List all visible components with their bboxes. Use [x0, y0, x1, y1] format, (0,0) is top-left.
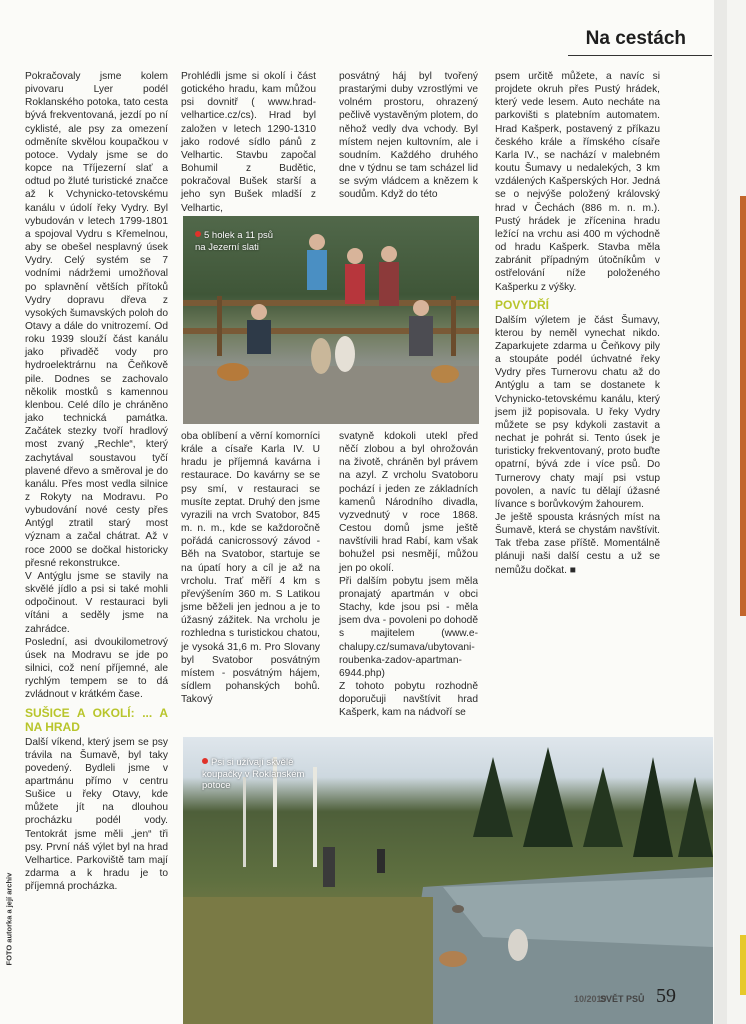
paragraph: oba oblíbení a věrní komorníci krále a císaře Karla IV. U hradu je příjemná kavárna i restaurace. Do kavárny se se psy smí, v restauraci se musíte zeptat. Druhý den jsme vyrazili na vrch Svatobor, 845 m. n. m., kde se každoročně pořádá canicrossový závod - Běh na Svatobor, startuje se na úpatí hory a cíl je až na vrcholu. Trať měří 4 km s převýšením 360 m. S Latikou jsme běželi jen jednou a je to úžasný zážitek. Na vrcholu je rozhledna s turistickou chatou, je vysoká 31,6 m. Pro Slovany byl Svatobor posvátným místem - posvátným hájem, sídlem pohanských bohů. Takový	[181, 431, 320, 706]
photo-caption	[202, 757, 322, 792]
paragraph: Při dalším pobytu jsem měla pronajatý apartmán v obci Stachy, kde jsou psi - měla jsem dva - povoleni po dohodě s majitelem (www.e-chalupy.cz/sumava/ubytovani-roubenka-zadov-apartman-6944.php)	[339, 575, 478, 679]
bullet-dot-icon	[195, 231, 201, 237]
paragraph: Další víkend, který jsem se psy trávila na Šumavě, byl taky povedený. Bydleli jsme v apartmánu přímo v centru Sušice u řeky Otavy, kde můžete jít na dlouhou procházku podél vody. Tentokrát jsme měli „jen“ tři psy. První náš výlet byl na hrad Velhartice. Parkoviště tam mají zdarma a k hradu je to příjemná procházka.	[25, 736, 168, 893]
section-title: Na cestách	[585, 28, 686, 49]
page-number: 59	[656, 985, 676, 1007]
article-column-1	[25, 70, 168, 893]
subheading: SUŠICE A OKOLÍ: ... A NA HRAD	[25, 705, 168, 734]
bullet-dot-icon	[202, 758, 208, 764]
section-header	[568, 22, 712, 56]
caption-text: 5 holek a 11 psů na Jezerní slati	[195, 230, 274, 253]
article-column-3-lower	[339, 430, 478, 719]
article-column-4	[495, 70, 660, 577]
paragraph: svatyně kdokoli utekl před něčí zlobou a byl ohrožován na životě, chráněn byl právem na azyl. Z vrcholu Svatoboru pochází i jeden ze základních kamenů Národního divadla, vyzvednutý v roce 1868. Cestou domů jsme ještě navštívili hrad Rabí, kam však bohužel psi nesmějí, můžou jen po okolí.	[339, 431, 478, 574]
paragraph: Z tohoto pobytu rozhodně doporučuji navštívit hrad Kašperk, kam na nádvoří se	[339, 680, 478, 719]
caption-text: Psi si užívají skvělé koupačky v Roklanském potoce	[202, 757, 305, 791]
paragraph: Prohlédli jsme si okolí i část gotického hradu, kam můžou psi dovnitř ( www.hrad-velhartice.cz/cs). Hrad byl založen v letech 1290-1310 jako rodové sídlo pánů z Velhartic. Stavbu započal Bohumil z Budětic, pokračoval Bušek starší a jeho syn Bušek mladší z Velhartic,	[181, 71, 316, 214]
photo-caption	[195, 230, 275, 253]
photo-credit	[0, 858, 14, 968]
edge-color-mark	[740, 935, 746, 995]
photo-dogs-in-stream	[183, 737, 713, 1024]
article-column-2-lower	[181, 430, 320, 706]
credit-text: FOTO autorka a její archiv	[4, 872, 14, 966]
magazine-name: SVĚT PSŮ	[600, 994, 645, 1004]
paragraph-text: Je ještě spousta krásných míst na Šumavě, která se chystám navštívit. Tak třeba zase příště. Momentálně plánuji naši další cestu a už se nemůžu dočkat.	[495, 512, 660, 576]
issue-number: 10/2019	[574, 994, 607, 1004]
photo-group-with-dogs	[183, 216, 479, 424]
subheading: POVYDŘÍ	[495, 297, 550, 312]
article-column-3	[339, 70, 478, 202]
section-rule	[568, 55, 712, 56]
paragraph: Dalším výletem je část Šumavy, kterou by neměl vynechat nikdo. Zaparkujete zdarma u Čeňkovy pily a stoupáte podél úchvatné řeky Vydry přes Turnerovu chatu až do Antýglu a tam se dostanete k Vchynicko-tetovskému kanálu, který jsem již popisovala. U řeky Vydry můžete se psy kdykoli zastavit a nechat je pohrát si. Tento úsek je turisticky frekventovaný, proto buďte opatrní, bývá zde i více psů. Do Turnerovy chaty mají psi vstup povolen, a navíc tu dělají úžasné lívance s borůvkovým žahourem.	[495, 314, 660, 510]
paragraph: psem určitě můžete, a navíc si projdete okruh přes Pustý hrádek, který vede lesem. Auto necháte na parkovišti s platebním automatem. Hrad Kašperk, postavený z příkazu českého krále a římského císaře Karla IV., se nachází v malebném koutu Šumavy u nedalekých, 3 km vzdálených Kašperských Hor. Jedná se o nejvýše položený královský hrad v Čechách (886 m. n. m.). Pustý hrádek je zřícenina hradu ležící na vrchu asi 400 m východně od hradu Kašperk. Stavba měla zabránit případným útočníkům v ostřelování níže položeného Kašperku z výšky.	[495, 71, 660, 293]
page-footer	[574, 985, 694, 1011]
edge-color-mark	[740, 196, 746, 616]
paragraph: V Antýglu jsme se stavily na skvělé jídlo a psi si také mohli odpočinout. V restauraci byli vítáni a seděly jsme na zahrádce.	[25, 570, 168, 635]
end-mark-icon: ■	[569, 564, 576, 576]
paragraph: Pokračovaly jsme kolem pivovaru Lyer podél Roklanského potoka, tato cesta bývá frekventovaná, jezdí po ní cyklisté, ale psy za omezení odměníte skvělou koupačkou v potoce. Vydaly jsme se do kopce na Tříjezerní slať a odtud po žluté turistické značce až k Vchynicko-tetovskému kanálu v údolí řeky Vydry. Byl vybudován v letech 1799-1801 a spojoval Vydru s Křemelnou, aby se obešel nesplavný úsek Vydry. Celý systém se 7 vodními nádržemi umožňoval po splavnění větších přítoků Vydry dopravu dřeva z vysokých šumavských poloh do Otavy a dále do vnitrozemí. Od roku 1939 slouží část kanálu jako přivaděč vody pro hydroelektrárnu na Čeňkově pile. Dodnes se zachovalo několik mostků s kamennou klenbou. Celé dílo je chráněno jako technická památka. Začátek stezky tvoří hradlový most zvaný „Rechle“, který zachytával soustavou tyčí plavené dřevo a směroval je do kanálu. Přes most vedla silnice z Rokyty na Modravu. Po vybudování nové cesty přes Antýgl ztratil starý most význam a začal chátrat. Až v roce 2000 se dočkal historicky přesné rekonstrukce.	[25, 71, 168, 569]
paragraph: posvátný háj byl tvořený prastarými duby vzrostlými ve volném prostoru, ohrazený pečlivě vystavěným plotem, do něhož vedly dva vchody. Byl místem nejen kultovním, ale i soudním. Každého druhého dne v týdnu se tam scházel lid se svým vládcem a knězem k soudům. Když do této	[339, 71, 478, 201]
paragraph	[495, 511, 660, 577]
article-column-2	[181, 70, 316, 215]
paragraph: Poslední, asi dvoukilometrový úsek na Modravu se jde po silnici, což není příjemné, ale rychlým tempem se to dá zvládnout v krátkém čase.	[25, 636, 168, 701]
